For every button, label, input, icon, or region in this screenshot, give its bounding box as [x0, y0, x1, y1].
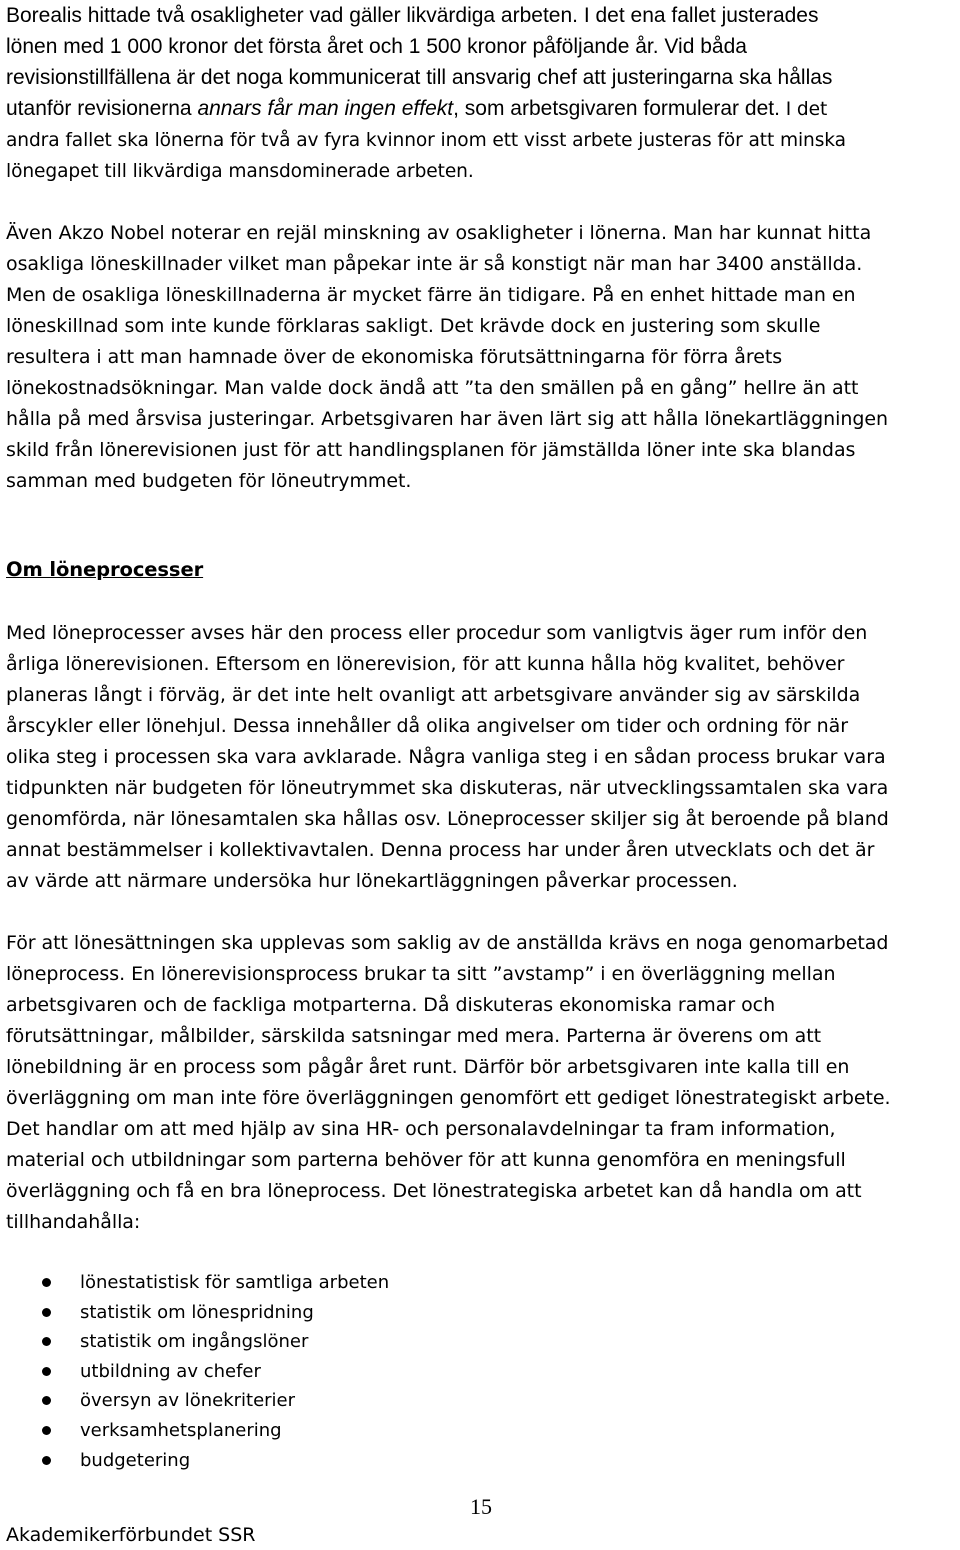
list-item-text: utbildning av chefer — [80, 1360, 261, 1382]
paragraph-borealis — [6, 0, 954, 187]
text-line: material och utbildningar som parterna behöver för att kunna genomföra en meningsfull — [6, 1149, 846, 1171]
paragraph-lonesattning — [6, 928, 954, 1238]
bullet-icon — [42, 1337, 51, 1346]
text-segment: utanför revisionerna — [6, 97, 198, 120]
section-heading: Om löneprocesser — [6, 558, 204, 581]
text-line: annat bestämmelser i kollektivavtalen. Denna process har under åren utvecklats och det är — [6, 839, 875, 861]
bullet-icon — [42, 1426, 51, 1435]
text-line: överläggning om man inte före överläggningen genomfört ett gediget lönestrategiskt arbete. — [6, 1087, 891, 1109]
footer-organization: Akademikerförbundet SSR — [6, 1524, 256, 1546]
text-line: genomförda, när lönesamtalen ska hållas osv. Löneprocesser skiljer sig åt beroende på bland — [6, 808, 889, 830]
text-line: lönebildning är en process som pågår året runt. Därför bör arbetsgivaren inte kalla till en — [6, 1056, 850, 1078]
text-line: överläggning och få en bra löneprocess. Det lönestrategiska arbetet kan då handla om att — [6, 1180, 862, 1202]
text-line: revisionstillfällena är det noga kommunicerat till ansvarig chef att justeringarna ska hållas — [6, 66, 833, 89]
text-line: planeras långt i förväg, är det inte helt ovanligt att arbetsgivare använder sig av särskilda — [6, 684, 861, 706]
text-line: årscykler eller lönehjul. Dessa innehåller då olika angivelser om tider och ordning för när — [6, 715, 848, 737]
list-item-text: budgetering — [80, 1449, 191, 1471]
list-item — [0, 1298, 389, 1328]
list-item — [0, 1327, 389, 1357]
text-line: lönekostnadsökningar. Man valde dock ändå att ”ta den smällen på en gång” hellre än att — [6, 377, 859, 399]
text-line: För att lönesättningen ska upplevas som saklig av de anställda krävs en noga genomarbetad — [6, 932, 889, 954]
text-line: tidpunkten när budgeten för löneutrymmet ska diskuteras, när utvecklingssamtalen ska vara — [6, 777, 889, 799]
text-line: arbetsgivaren och de fackliga motparterna. Då diskuteras ekonomiska ramar och — [6, 994, 776, 1016]
text-segment: , som arbetsgivaren formulerar det. — [453, 97, 780, 120]
text-line: Även Akzo Nobel noterar en rejäl minskning av osakligheter i lönerna. Man har kunnat hitta — [6, 222, 872, 244]
text-segment: I det — [779, 99, 828, 120]
text-line: olika steg i processen ska vara avklarade. Några vanliga steg i en sådan process brukar vara — [6, 746, 886, 768]
text-line: Borealis hittade två osakligheter vad gäller likvärdiga arbeten. I det ena fallet justerades — [6, 4, 819, 27]
list-item — [0, 1357, 389, 1387]
text-line: tillhandahålla: — [6, 1211, 141, 1233]
paragraph-loneprocesser — [6, 618, 954, 897]
bullet-icon — [42, 1278, 51, 1287]
list-item-text: statistik om lönespridning — [80, 1301, 314, 1323]
list-item — [0, 1446, 389, 1476]
text-line: Men de osakliga löneskillnaderna är mycket färre än tidigare. På en enhet hittade man en — [6, 284, 856, 306]
text-line: osakliga löneskillnader vilket man påpekar inte är så konstigt när man har 3400 anställda. — [6, 253, 863, 275]
text-line: löneprocess. En lönerevisionsprocess brukar ta sitt ”avstamp” i en överläggning mellan — [6, 963, 836, 985]
list-item-text: lönestatistisk för samtliga arbeten — [80, 1272, 390, 1293]
text-line: lönegapet till likvärdiga mansdominerade arbeten. — [6, 161, 474, 182]
list-item — [0, 1268, 389, 1298]
paragraph-akzo-nobel — [6, 218, 954, 497]
bullet-list — [0, 1268, 389, 1475]
text-line: av värde att närmare undersöka hur lönekartläggningen påverkar processen. — [6, 870, 738, 892]
list-item — [0, 1386, 389, 1416]
text-line: andra fallet ska lönerna för två av fyra kvinnor inom ett visst arbete justeras för att minska — [6, 130, 846, 151]
text-line — [6, 93, 954, 125]
text-line: lönen med 1 000 kronor det första året och 1 500 kronor påföljande år. Vid båda — [6, 35, 747, 58]
italic-quote: annars får man ingen effekt — [197, 97, 454, 120]
bullet-icon — [42, 1308, 51, 1317]
bullet-icon — [42, 1367, 51, 1376]
text-line: förutsättningar, målbilder, särskilda satsningar med mera. Parterna är överens om att — [6, 1025, 822, 1047]
list-item — [0, 1416, 389, 1446]
list-item-text: verksamhetsplanering — [80, 1419, 282, 1441]
text-line: hålla på med årsvisa justeringar. Arbetsgivaren har även lärt sig att hålla lönekartläggningen — [6, 408, 888, 430]
text-line: Med löneprocesser avses här den process eller procedur som vanligtvis äger rum inför den — [6, 622, 868, 644]
bullet-icon — [42, 1456, 51, 1465]
list-item-text: översyn av lönekriterier — [80, 1390, 296, 1412]
text-line: samman med budgeten för löneutrymmet. — [6, 470, 412, 492]
text-line: resultera i att man hamnade över de ekonomiska förutsättningarna för förra årets — [6, 346, 783, 368]
text-line: Det handlar om att med hjälp av sina HR- och personalavdelningar ta fram information, — [6, 1118, 836, 1140]
text-line: årliga lönerevisionen. Eftersom en lönerevision, för att kunna hålla hög kvalitet, behöver — [6, 653, 845, 675]
list-item-text: statistik om ingångslöner — [80, 1331, 309, 1353]
bullet-icon — [42, 1396, 51, 1405]
text-line: skild från lönerevisionen just för att handlingsplanen för jämställda löner inte ska blandas — [6, 439, 856, 461]
text-line: löneskillnad som inte kunde förklaras sakligt. Det krävde dock en justering som skulle — [6, 315, 821, 337]
page-number: 15 — [470, 1494, 492, 1519]
